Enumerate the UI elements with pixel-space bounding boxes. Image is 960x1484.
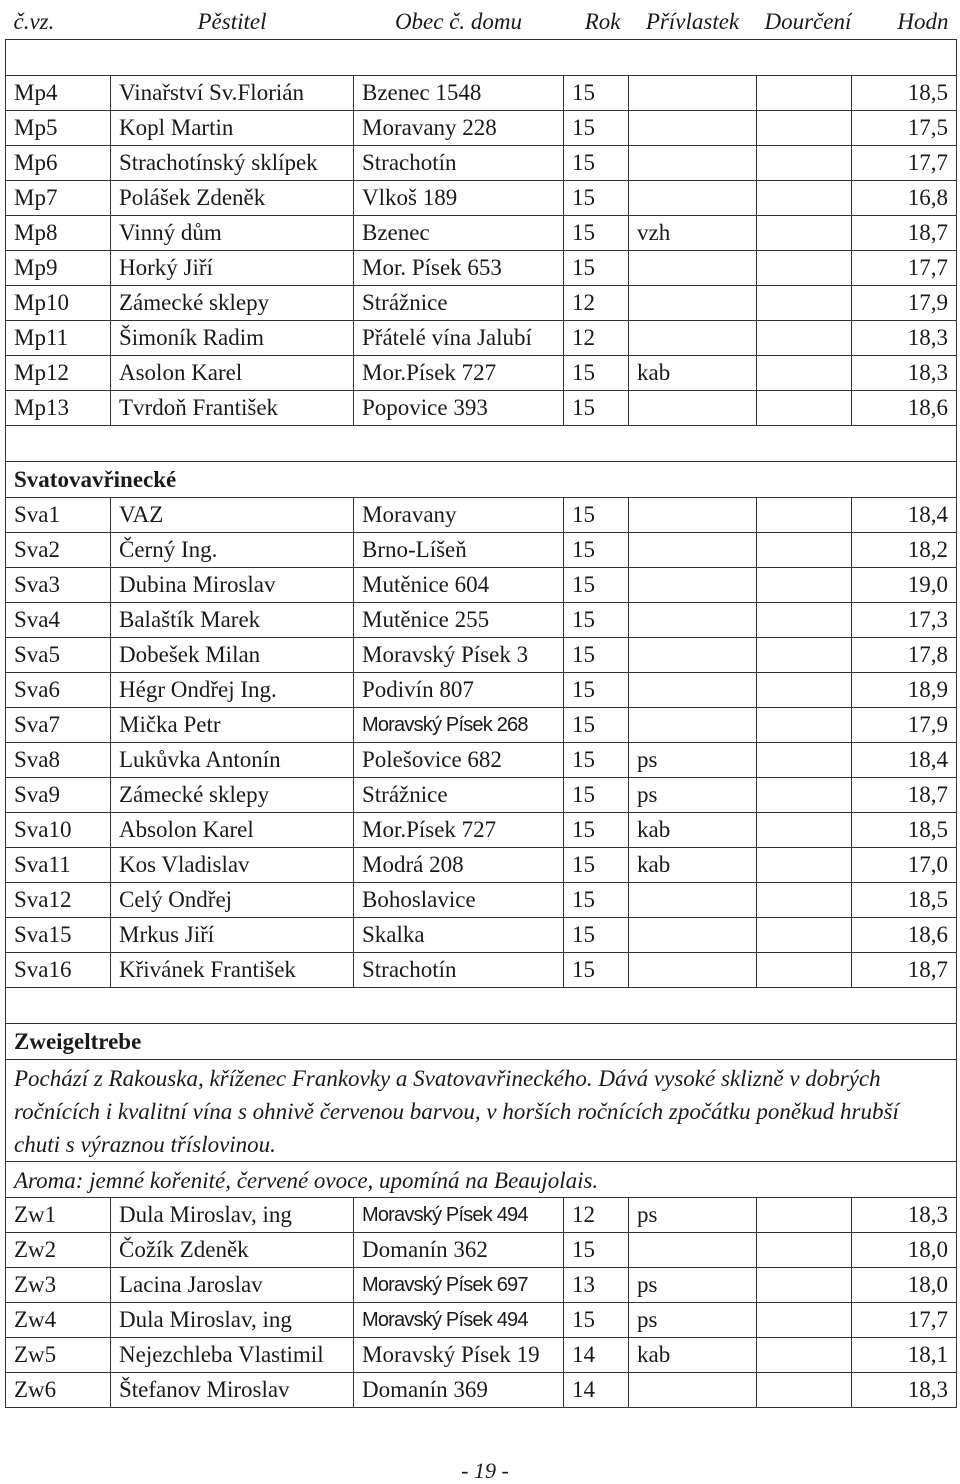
- attribute: ps: [629, 1303, 757, 1338]
- attribute: [629, 918, 757, 953]
- year: 15: [564, 216, 629, 251]
- place: Moravský Písek 697: [354, 1268, 564, 1303]
- place: Bzenec: [354, 216, 564, 251]
- attribute: kab: [629, 848, 757, 883]
- table-row: [6, 1303, 957, 1338]
- table-row: [6, 533, 957, 568]
- year: 15: [564, 883, 629, 918]
- grower-name: Lukůvka Antonín: [111, 743, 354, 778]
- attribute: [629, 673, 757, 708]
- sample-id: Mp5: [6, 111, 111, 146]
- year: 15: [564, 848, 629, 883]
- wine-results-table: [5, 5, 957, 1408]
- score: 18,2: [852, 533, 957, 568]
- sample-id: Sva16: [6, 953, 111, 988]
- attribute: [629, 181, 757, 216]
- grower-name: Dobešek Milan: [111, 638, 354, 673]
- dourceni: [757, 533, 852, 568]
- place: Mor.Písek 727: [354, 813, 564, 848]
- grower-name: Zámecké sklepy: [111, 778, 354, 813]
- grower-name: Nejezchleba Vlastimil: [111, 1338, 354, 1373]
- place: Moravský Písek 268: [354, 708, 564, 743]
- sample-id: Mp10: [6, 286, 111, 321]
- table-row: [6, 918, 957, 953]
- score: 18,3: [852, 1198, 957, 1233]
- place: Strachotín: [354, 953, 564, 988]
- zw-aroma-text: Aroma: jemné kořenité, červené ovoce, upomíná na Beaujolais.: [6, 1162, 957, 1198]
- sample-id: Sva9: [6, 778, 111, 813]
- table-row: [6, 1198, 957, 1233]
- score: 17,3: [852, 603, 957, 638]
- score: 18,1: [852, 1338, 957, 1373]
- attribute: [629, 568, 757, 603]
- score: 18,5: [852, 76, 957, 111]
- dourceni: [757, 883, 852, 918]
- table-row: [6, 286, 957, 321]
- table-row: [6, 603, 957, 638]
- year: 15: [564, 813, 629, 848]
- place: Strážnice: [354, 286, 564, 321]
- sample-id: Zw4: [6, 1303, 111, 1338]
- score: 18,7: [852, 216, 957, 251]
- place: Mor.Písek 727: [354, 356, 564, 391]
- score: 17,8: [852, 638, 957, 673]
- score: 18,6: [852, 391, 957, 426]
- sample-id: Sva2: [6, 533, 111, 568]
- header-obec: Obec č. domu: [354, 5, 564, 40]
- zw-description-text: Pochází z Rakouska, kříženec Frankovky a Svatovavřineckého. Dává vysoké sklizně v dobrých ročnících i kvalitní vína s ohnivě červenou barvou, v horších ročnících zpočátku poněkud hrubší chuti s výraznou tříslovinou.: [6, 1060, 957, 1162]
- place: Přátelé vína Jalubí: [354, 321, 564, 356]
- grower-name: Štefanov Miroslav: [111, 1373, 354, 1408]
- score: 18,6: [852, 918, 957, 953]
- attribute: [629, 603, 757, 638]
- place: Moravský Písek 494: [354, 1198, 564, 1233]
- table-row: [6, 1373, 957, 1408]
- year: 15: [564, 251, 629, 286]
- sample-id: Zw3: [6, 1268, 111, 1303]
- table-row: [6, 953, 957, 988]
- score: 18,7: [852, 953, 957, 988]
- sample-id: Sva12: [6, 883, 111, 918]
- dourceni: [757, 708, 852, 743]
- table-header-row: [6, 5, 957, 40]
- place: Bzenec 1548: [354, 76, 564, 111]
- section-svatovavrinecke: [6, 462, 957, 498]
- attribute: [629, 321, 757, 356]
- grower-name: Asolon Karel: [111, 356, 354, 391]
- attribute: kab: [629, 813, 757, 848]
- grower-name: Mička Petr: [111, 708, 354, 743]
- place: Podivín 807: [354, 673, 564, 708]
- year: 15: [564, 603, 629, 638]
- place: Modrá 208: [354, 848, 564, 883]
- score: 17,7: [852, 146, 957, 181]
- table-row: [6, 146, 957, 181]
- grower-name: Lacina Jaroslav: [111, 1268, 354, 1303]
- header-cvz: č.vz.: [6, 5, 111, 40]
- dourceni: [757, 111, 852, 146]
- place: Mutěnice 604: [354, 568, 564, 603]
- score: 18,3: [852, 321, 957, 356]
- place: Vlkoš 189: [354, 181, 564, 216]
- blank-cell: [6, 426, 957, 462]
- table-row: [6, 743, 957, 778]
- place: Domanín 362: [354, 1233, 564, 1268]
- year: 12: [564, 1198, 629, 1233]
- table-row: [6, 813, 957, 848]
- dourceni: [757, 918, 852, 953]
- grower-name: Kos Vladislav: [111, 848, 354, 883]
- blank-row: [6, 40, 957, 76]
- attribute: ps: [629, 1268, 757, 1303]
- sample-id: Mp6: [6, 146, 111, 181]
- year: 13: [564, 1268, 629, 1303]
- year: 15: [564, 778, 629, 813]
- score: 18,4: [852, 498, 957, 533]
- table-row: [6, 1233, 957, 1268]
- header-dourceni: Dourčení: [757, 5, 852, 40]
- sample-id: Mp8: [6, 216, 111, 251]
- year: 15: [564, 673, 629, 708]
- score: 18,4: [852, 743, 957, 778]
- sample-id: Mp13: [6, 391, 111, 426]
- table-row: [6, 321, 957, 356]
- year: 15: [564, 953, 629, 988]
- score: 17,9: [852, 286, 957, 321]
- grower-name: Polášek Zdeněk: [111, 181, 354, 216]
- table-row: [6, 391, 957, 426]
- year: 15: [564, 638, 629, 673]
- dourceni: [757, 1268, 852, 1303]
- dourceni: [757, 76, 852, 111]
- dourceni: [757, 1373, 852, 1408]
- sample-id: Sva3: [6, 568, 111, 603]
- grower-name: Kopl Martin: [111, 111, 354, 146]
- sample-id: Sva10: [6, 813, 111, 848]
- year: 15: [564, 743, 629, 778]
- attribute: [629, 111, 757, 146]
- attribute: [629, 533, 757, 568]
- year: 14: [564, 1373, 629, 1408]
- score: 17,0: [852, 848, 957, 883]
- blank-cell: [6, 40, 957, 76]
- year: 15: [564, 76, 629, 111]
- grower-name: Zámecké sklepy: [111, 286, 354, 321]
- table-row: [6, 251, 957, 286]
- year: 15: [564, 391, 629, 426]
- dourceni: [757, 638, 852, 673]
- place: Domanín 369: [354, 1373, 564, 1408]
- sample-id: Mp7: [6, 181, 111, 216]
- dourceni: [757, 1303, 852, 1338]
- blank-cell: [6, 988, 957, 1024]
- attribute: [629, 498, 757, 533]
- place: Skalka: [354, 918, 564, 953]
- attribute: [629, 251, 757, 286]
- table-row: [6, 111, 957, 146]
- attribute: ps: [629, 778, 757, 813]
- attribute: ps: [629, 1198, 757, 1233]
- year: 15: [564, 1303, 629, 1338]
- table-row: [6, 708, 957, 743]
- table-row: [6, 498, 957, 533]
- year: 15: [564, 146, 629, 181]
- score: 18,5: [852, 813, 957, 848]
- place: Mor. Písek 653: [354, 251, 564, 286]
- year: 15: [564, 918, 629, 953]
- dourceni: [757, 286, 852, 321]
- dourceni: [757, 146, 852, 181]
- table-row: [6, 356, 957, 391]
- score: 16,8: [852, 181, 957, 216]
- grower-name: Dula Miroslav, ing: [111, 1198, 354, 1233]
- year: 15: [564, 356, 629, 391]
- attribute: [629, 1373, 757, 1408]
- score: 17,9: [852, 708, 957, 743]
- sample-id: Zw2: [6, 1233, 111, 1268]
- sample-id: Zw5: [6, 1338, 111, 1373]
- dourceni: [757, 673, 852, 708]
- document-page: [5, 5, 956, 1483]
- attribute: [629, 1233, 757, 1268]
- sample-id: Sva11: [6, 848, 111, 883]
- year: 15: [564, 568, 629, 603]
- year: 15: [564, 708, 629, 743]
- dourceni: [757, 848, 852, 883]
- grower-name: Mrkus Jiří: [111, 918, 354, 953]
- table-row: [6, 883, 957, 918]
- attribute: kab: [629, 356, 757, 391]
- attribute: [629, 286, 757, 321]
- grower-name: Vinný dům: [111, 216, 354, 251]
- table-row: [6, 778, 957, 813]
- grower-name: Strachotínský sklípek: [111, 146, 354, 181]
- grower-name: Celý Ondřej: [111, 883, 354, 918]
- score: 17,7: [852, 1303, 957, 1338]
- attribute: [629, 708, 757, 743]
- place: Bohoslavice: [354, 883, 564, 918]
- table-row: [6, 568, 957, 603]
- grower-name: Horký Jiří: [111, 251, 354, 286]
- dourceni: [757, 813, 852, 848]
- dourceni: [757, 498, 852, 533]
- dourceni: [757, 743, 852, 778]
- dourceni: [757, 251, 852, 286]
- attribute: kab: [629, 1338, 757, 1373]
- dourceni: [757, 603, 852, 638]
- dourceni: [757, 568, 852, 603]
- sample-id: Mp12: [6, 356, 111, 391]
- grower-name: Absolon Karel: [111, 813, 354, 848]
- sample-id: Zw6: [6, 1373, 111, 1408]
- header-rok: Rok: [564, 5, 629, 40]
- place: Brno-Líšeň: [354, 533, 564, 568]
- place: Polešovice 682: [354, 743, 564, 778]
- grower-name: Hégr Ondřej Ing.: [111, 673, 354, 708]
- place: Mutěnice 255: [354, 603, 564, 638]
- attribute: [629, 76, 757, 111]
- place: Strachotín: [354, 146, 564, 181]
- score: 17,5: [852, 111, 957, 146]
- year: 15: [564, 1233, 629, 1268]
- score: 19,0: [852, 568, 957, 603]
- score: 18,7: [852, 778, 957, 813]
- year: 15: [564, 181, 629, 216]
- table-row: [6, 216, 957, 251]
- sample-id: Mp11: [6, 321, 111, 356]
- attribute: [629, 146, 757, 181]
- year: 12: [564, 286, 629, 321]
- grower-name: Čožík Zdeněk: [111, 1233, 354, 1268]
- grower-name: Černý Ing.: [111, 533, 354, 568]
- sample-id: Mp4: [6, 76, 111, 111]
- score: 18,0: [852, 1268, 957, 1303]
- sample-id: Sva8: [6, 743, 111, 778]
- year: 14: [564, 1338, 629, 1373]
- year: 12: [564, 321, 629, 356]
- page-number: - 19 -: [461, 1458, 509, 1483]
- sample-id: Sva4: [6, 603, 111, 638]
- header-privlastek: Přívlastek: [629, 5, 757, 40]
- dourceni: [757, 1198, 852, 1233]
- sample-id: Sva15: [6, 918, 111, 953]
- dourceni: [757, 778, 852, 813]
- attribute: ps: [629, 743, 757, 778]
- year: 15: [564, 533, 629, 568]
- section-title: Zweigeltrebe: [6, 1024, 957, 1060]
- section-title: Svatovavřinecké: [6, 462, 957, 498]
- attribute: [629, 638, 757, 673]
- dourceni: [757, 321, 852, 356]
- grower-name: Tvrdoň František: [111, 391, 354, 426]
- sample-id: Sva1: [6, 498, 111, 533]
- sample-id: Zw1: [6, 1198, 111, 1233]
- dourceni: [757, 953, 852, 988]
- zw-description: [6, 1060, 957, 1162]
- dourceni: [757, 356, 852, 391]
- sample-id: Sva7: [6, 708, 111, 743]
- place: Strážnice: [354, 778, 564, 813]
- attribute: [629, 391, 757, 426]
- grower-name: Dubina Miroslav: [111, 568, 354, 603]
- grower-name: Vinařství Sv.Florián: [111, 76, 354, 111]
- place: Moravany 228: [354, 111, 564, 146]
- attribute: vzh: [629, 216, 757, 251]
- table-row: [6, 1268, 957, 1303]
- section-zweigeltrebe: [6, 1024, 957, 1060]
- grower-name: Balaštík Marek: [111, 603, 354, 638]
- dourceni: [757, 1338, 852, 1373]
- table-row: [6, 638, 957, 673]
- place: Moravský Písek 19: [354, 1338, 564, 1373]
- score: 17,7: [852, 251, 957, 286]
- table-row: [6, 181, 957, 216]
- blank-row: [6, 426, 957, 462]
- year: 15: [564, 498, 629, 533]
- score: 18,5: [852, 883, 957, 918]
- place: Popovice 393: [354, 391, 564, 426]
- header-hodn: Hodn: [852, 5, 957, 40]
- grower-name: Křivánek František: [111, 953, 354, 988]
- grower-name: VAZ: [111, 498, 354, 533]
- attribute: [629, 883, 757, 918]
- place: Moravany: [354, 498, 564, 533]
- table-row: [6, 673, 957, 708]
- table-row: [6, 1338, 957, 1373]
- dourceni: [757, 1233, 852, 1268]
- score: 18,3: [852, 356, 957, 391]
- dourceni: [757, 181, 852, 216]
- sample-id: Sva5: [6, 638, 111, 673]
- score: 18,0: [852, 1233, 957, 1268]
- table-row: [6, 76, 957, 111]
- place: Moravský Písek 3: [354, 638, 564, 673]
- place: Moravský Písek 494: [354, 1303, 564, 1338]
- zw-aroma: [6, 1162, 957, 1198]
- dourceni: [757, 391, 852, 426]
- sample-id: Mp9: [6, 251, 111, 286]
- score: 18,9: [852, 673, 957, 708]
- grower-name: Dula Miroslav, ing: [111, 1303, 354, 1338]
- blank-row: [6, 988, 957, 1024]
- sample-id: Sva6: [6, 673, 111, 708]
- attribute: [629, 953, 757, 988]
- score: 18,3: [852, 1373, 957, 1408]
- header-pestitel: Pěstitel: [111, 5, 354, 40]
- year: 15: [564, 111, 629, 146]
- dourceni: [757, 216, 852, 251]
- table-row: [6, 848, 957, 883]
- grower-name: Šimoník Radim: [111, 321, 354, 356]
